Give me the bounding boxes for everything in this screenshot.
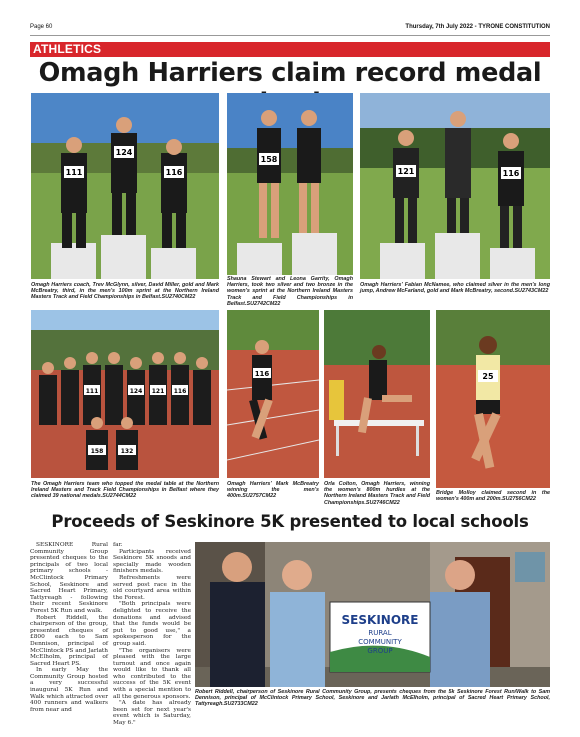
photo-mens-long-jump (360, 93, 550, 279)
section-bar (30, 42, 550, 57)
paragraph: SESKINORE Rural Community Group presented cheques to the principals of two local primary schools - McClintock Primary School, Seskinore and Sacred Heart Primary, Tattyreagh - following their recent Seskinore Forest 5K Run and walk. (30, 542, 108, 614)
caption-photo-6: Orla Colton, Omagh Harriers, winning the women's 800m hurdles at the Northern Ireland Masters Track and Field Championships.SU2746CM22 (324, 481, 430, 506)
bib-number: 116 (165, 168, 183, 177)
bib-number: 121 (151, 388, 165, 395)
issue-date: Thursday, 7th July 2022 - TYRONE CONSTITUTION (405, 24, 550, 30)
bib-number: 116 (173, 388, 187, 395)
bib-number: 124 (129, 388, 143, 395)
bib-number: 124 (115, 148, 133, 157)
caption-photo-4: The Omagh Harriers team who topped the medal table at the Northern Ireland Masters and Track Field Championships in Belfast where they claimed 39 national medals.SU2744CM22 (31, 481, 219, 500)
photo-womens-400m (436, 310, 550, 488)
photo-womens-hurdles (324, 310, 430, 478)
bib-number: 116 (254, 370, 270, 378)
photo-cheque-presentation (195, 542, 550, 687)
caption-photo-7: Bridge Molloy claimed second in the women's 400m and 200m.SU2756CM22 (436, 490, 550, 503)
bib-number: 111 (65, 168, 83, 177)
caption-photo-3: Omagh Harriers' Fabian McNamee, who claimed silver in the men's long jump, Andrew McFarland, gold and Mark McBreatry, second.SU2743CM22 (360, 282, 550, 295)
paragraph: Refreshments were served post race in the old courtyard area within the Forest. (113, 574, 191, 601)
paragraph: Robert Riddell, the chairperson of the group, presented cheques of £800 each to Sam Dennison, principal of McClintock PS and Jarlath McElholm, principal of Sacred Heart PS. (30, 614, 108, 667)
bib-number: 158 (90, 448, 104, 455)
paragraph: "A date has already been set for next year's event which is Saturday, May 6." (113, 700, 191, 727)
photo-mens-400m (227, 310, 319, 478)
banner-text: SESKINORE (341, 613, 419, 627)
paragraph: "The organisers were pleased with the large turnout and once again would like to thank all who contributed to the success of the 5K event with a special mention to all the generous sponsors. (113, 647, 191, 700)
section-label: ATHLETICS (33, 42, 102, 56)
banner-text: RURAL (368, 629, 392, 637)
bib-number: 121 (397, 167, 415, 176)
page-header (30, 24, 550, 36)
article-column-1 (30, 542, 108, 713)
photo-womens-sprint (227, 93, 353, 275)
paragraph: far. (113, 542, 123, 548)
photo-mens-100m (31, 93, 219, 279)
subheadline: Proceeds of Seskinore 5K presented to local schools (51, 512, 529, 531)
paragraph: Participants received Seskinore 5K snoods and specially made wooden finishers medals. (113, 548, 191, 575)
caption-photo-8: Robert Riddell, chairperson of Seskinore Rural Community Group, presents cheques from the 5k Seskinore Forest Run/Walk to Sam Dennison, principal of McClintock Primary School, Seskinore and Jarlath McElholm, principal of Sacred Heart Primary School, Tattyreagh.SU2733CM22 (195, 689, 550, 708)
bib-number: 25 (482, 372, 494, 381)
paragraph: "Both principals were delighted to receive the donations and advised that the funds would be put to good use," a spokesperson for the group said. (113, 601, 191, 647)
bib-number: 111 (85, 388, 99, 395)
bib-number: 132 (120, 448, 134, 455)
banner-text: GROUP (367, 647, 393, 655)
caption-photo-5: Omagh Harriers' Mark McBreatry winning the men's 400m.SU2757CM22 (227, 481, 319, 500)
photo-team (31, 310, 219, 478)
paragraph: In early May the Community Group hosted a very successful inaugural 5K Run and Walk which attracted over 400 runners and walkers from near and (30, 667, 108, 713)
caption-photo-2: Shauna Stewart and Leona Garrity, Omagh Harriers, took two silver and two bronze in the women's sprint at the Northern Ireland Masters Track and Field Championships in Belfast.SU2742CM22 (227, 276, 353, 307)
banner-text: COMMUNITY (358, 638, 402, 646)
bib-number: 116 (502, 169, 520, 178)
headline: Omagh Harriers claim record medal (38, 58, 542, 88)
caption-photo-1: Omagh Harriers coach, Trev McGlynn, silver, David Miller, gold and Mark McBreatry, third, in the men's 100m sprint at the Northern Ireland Masters Track and Field Championships in Belfast.SU2740CM22 (31, 282, 219, 301)
article-column-2 (113, 542, 191, 727)
page-number: Page 60 (30, 24, 53, 30)
bib-number: 158 (260, 155, 278, 164)
